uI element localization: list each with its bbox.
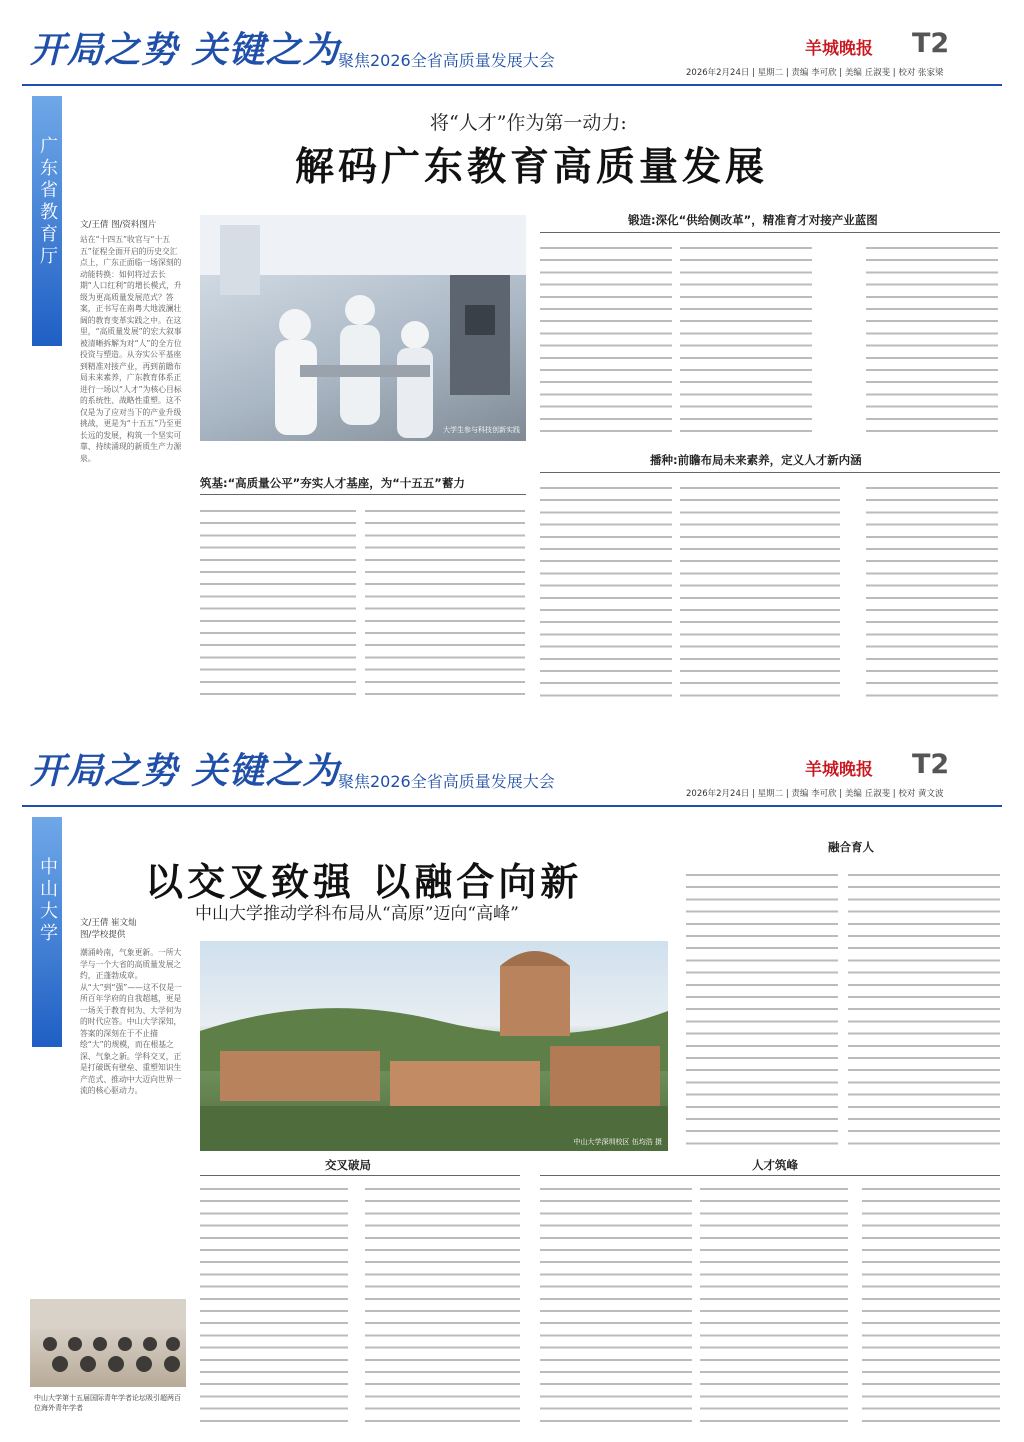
newspaper-logo: 羊城晚报 [805, 760, 873, 780]
headline: 以交叉致强 以融合向新 [145, 860, 583, 904]
slogan: 开局之势 关键之为 [30, 751, 340, 792]
page-top [0, 0, 1024, 720]
section-tag [32, 96, 62, 346]
campus-photo-drawing [200, 941, 668, 1151]
section-cross-rule [200, 1175, 520, 1176]
section-tag-label: 中山大学 [37, 857, 58, 945]
cross-col-2 [365, 1183, 520, 1423]
section-sow: 播种:前瞻布局未来素养，定义人才新内涵 [650, 453, 862, 467]
edition-meta: 2026年2月24日 | 星期二 | 责编 李可欣 | 美编 丘淑斐 | 校对 张家梁 [686, 68, 944, 78]
kicker: 将“人才”作为第一动力: [430, 112, 627, 134]
slogan: 开局之势 关键之为 [30, 30, 340, 71]
forum-photo [30, 1299, 186, 1387]
forum-photo-caption: 中山大学第十五届国际青年学者论坛吸引超两百位海外青年学者 [34, 1394, 181, 1412]
campus-photo [200, 941, 668, 1151]
page-bottom [0, 721, 1024, 1442]
edition-meta: 2026年2月24日 | 星期二 | 责编 李可欣 | 美编 丘淑斐 | 校对 黄文波 [686, 789, 944, 799]
page-number: T2 [912, 28, 950, 59]
sow-col-2 [680, 482, 840, 704]
section-tag-label: 广东省教育厅 [37, 136, 58, 268]
section-foundation: 筑基:“高质量公平”夯实人才基座，为“十五五”蓄力 [200, 476, 465, 490]
banner-rule [22, 84, 1002, 86]
sow-col-3 [866, 482, 998, 704]
forum-photo-drawing [30, 1299, 186, 1387]
focus-title: 聚焦2026全省高质量发展大会 [338, 772, 555, 791]
byline: 文/王倩 图/资料图片 [80, 220, 157, 230]
talent-col-3 [862, 1183, 1000, 1423]
lab-photo-caption: 大学生参与科技创新实践 [443, 426, 520, 434]
banner-rule [22, 805, 1002, 807]
campus-photo-caption: 中山大学深圳校区 伍均浩 摄 [573, 1138, 662, 1146]
section-cross: 交叉破局 [325, 1158, 371, 1172]
forge-col-1 [540, 242, 672, 442]
talent-col-2 [700, 1183, 848, 1423]
intro-text: 潮涌岭南，气象更新。一所大学与一个大省的高质量发展之约，正蓬勃成章。从“大”到“强”——这不仅是一所百年学府的自我超越，更是一场关于教育何为、大学何为的时代应答。中山大学深知，答案的深刻在于不止描绘“大”的规模，而在根基之深、气象之新。学科交叉，正是打破既有壁垒、重塑知识生产范式、推动中大迈向世界一流的核心驱动力。 [80, 948, 182, 1095]
headline: 解码广东教育高质量发展 [295, 145, 769, 190]
lab-photo-drawing [200, 215, 526, 441]
section-talent: 人才筑峰 [752, 1158, 798, 1172]
newspaper-logo: 羊城晚报 [805, 39, 873, 59]
page-banner [0, 0, 1024, 82]
byline: 文/王倩 崔文灿 图/学校提供 [80, 918, 137, 940]
section-talent-rule [540, 1175, 1000, 1176]
lab-photo [200, 215, 526, 441]
merge-col-1 [686, 869, 838, 1149]
page-number: T2 [912, 749, 950, 780]
page-banner [0, 721, 1024, 803]
section-tag [32, 817, 62, 1047]
talent-col-1 [540, 1183, 692, 1423]
foundation-col-1 [200, 505, 356, 705]
subhead: 中山大学推动学科布局从“高原”迈向“高峰” [195, 904, 519, 924]
forge-col-2 [680, 242, 812, 442]
intro-text: 站在“十四五”收官与“十五五”征程全面开启的历史交汇点上，广东正面临一场深刻的动能转换：如何将过去长期“人口红利”的增长模式，升级为更高质量发展范式？答案，正书写在南粤大地波澜壮阔的教育变革实践之中。在这里，“高质量发展”的宏大叙事被清晰拆解为对“人”的全方位投资与塑造。从夯实公平基座到精准对接产业，再到前瞻布局未来素养，广东教育体系正进行一场以“人才”为核心目标的系统性、战略性重塑。这不仅是为了应对当下的产业升级挑战，更是为“十五五”乃至更长远的发展，构筑一个坚实可靠、持续涌现的新质生产力源泉。 [80, 235, 182, 463]
section-merge: 融合育人 [828, 840, 874, 854]
section-foundation-rule [200, 494, 526, 495]
section-sow-rule [540, 472, 1000, 473]
foundation-col-2 [365, 505, 525, 705]
forge-col-3 [866, 242, 998, 442]
merge-col-2 [848, 869, 1000, 1149]
section-forge-rule [540, 232, 1000, 233]
cross-col-1 [200, 1183, 348, 1423]
focus-title: 聚焦2026全省高质量发展大会 [338, 51, 555, 70]
sow-col-1 [540, 482, 672, 704]
section-forge: 锻造:深化“供给侧改革”，精准育才对接产业蓝图 [628, 213, 878, 227]
